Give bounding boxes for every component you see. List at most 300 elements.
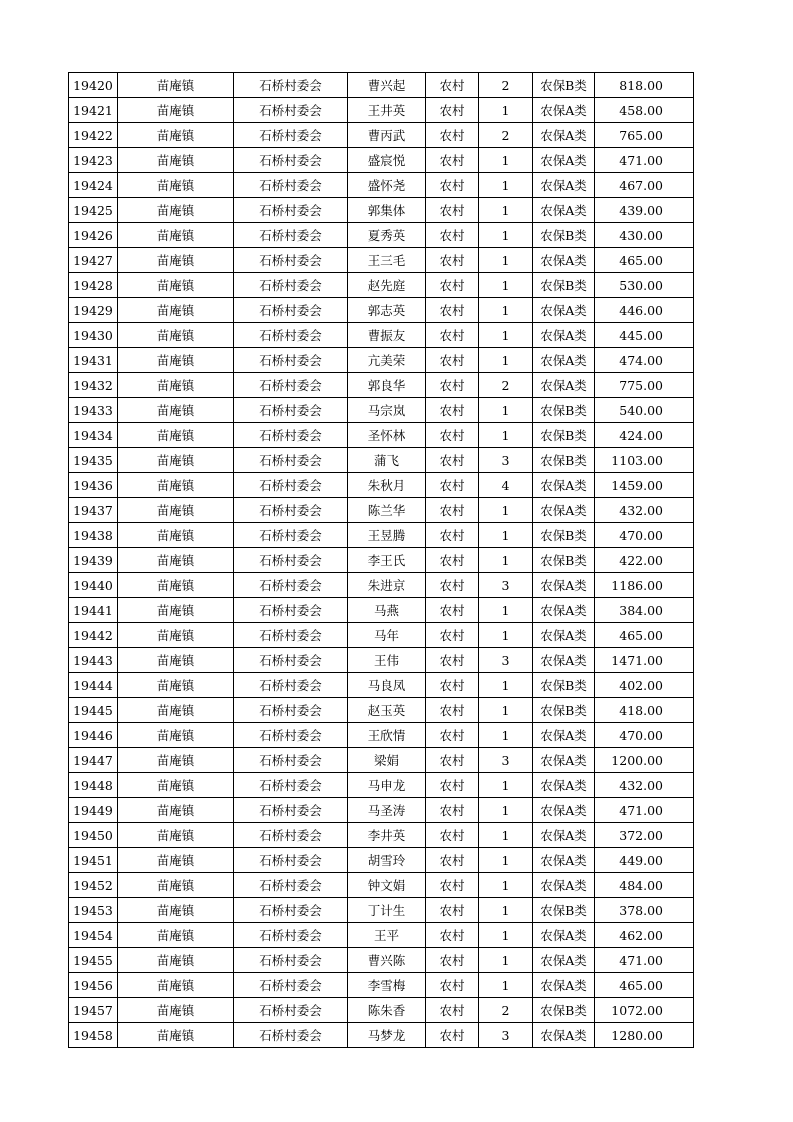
category-cell: 农保A类 [533, 773, 595, 798]
name-cell: 郭良华 [348, 373, 426, 398]
area-cell: 农村 [426, 948, 479, 973]
id-cell: 19435 [69, 448, 118, 473]
category-cell: 农保A类 [533, 923, 595, 948]
area-cell: 农村 [426, 973, 479, 998]
table-row [69, 548, 694, 573]
town-cell: 苗庵镇 [118, 323, 234, 348]
table-row [69, 723, 694, 748]
area-cell: 农村 [426, 723, 479, 748]
village-cell: 石桥村委会 [234, 323, 348, 348]
table-row [69, 1023, 694, 1048]
id-cell: 19422 [69, 123, 118, 148]
name-cell: 王昱腾 [348, 523, 426, 548]
area-cell: 农村 [426, 348, 479, 373]
category-cell: 农保A类 [533, 248, 595, 273]
id-cell: 19448 [69, 773, 118, 798]
category-cell: 农保B类 [533, 223, 595, 248]
amount-cell: 465.00 [595, 623, 694, 648]
id-cell: 19432 [69, 373, 118, 398]
area-cell: 农村 [426, 273, 479, 298]
name-cell: 盛宸悦 [348, 148, 426, 173]
table-row [69, 73, 694, 98]
id-cell: 19440 [69, 573, 118, 598]
table-row [69, 573, 694, 598]
category-cell: 农保B类 [533, 73, 595, 98]
amount-cell: 424.00 [595, 423, 694, 448]
name-cell: 马申龙 [348, 773, 426, 798]
name-cell: 亢美荣 [348, 348, 426, 373]
town-cell: 苗庵镇 [118, 548, 234, 573]
table-row [69, 898, 694, 923]
table-row [69, 273, 694, 298]
count-cell: 1 [479, 948, 533, 973]
table-row [69, 498, 694, 523]
category-cell: 农保A类 [533, 798, 595, 823]
village-cell: 石桥村委会 [234, 548, 348, 573]
village-cell: 石桥村委会 [234, 398, 348, 423]
area-cell: 农村 [426, 323, 479, 348]
category-cell: 农保A类 [533, 948, 595, 973]
name-cell: 圣怀林 [348, 423, 426, 448]
table-body [69, 73, 694, 1048]
area-cell: 农村 [426, 698, 479, 723]
amount-cell: 372.00 [595, 823, 694, 848]
table-row [69, 998, 694, 1023]
area-cell: 农村 [426, 373, 479, 398]
area-cell: 农村 [426, 473, 479, 498]
id-cell: 19423 [69, 148, 118, 173]
amount-cell: 418.00 [595, 698, 694, 723]
count-cell: 1 [479, 98, 533, 123]
village-cell: 石桥村委会 [234, 798, 348, 823]
amount-cell: 1280.00 [595, 1023, 694, 1048]
count-cell: 2 [479, 373, 533, 398]
village-cell: 石桥村委会 [234, 148, 348, 173]
town-cell: 苗庵镇 [118, 998, 234, 1023]
town-cell: 苗庵镇 [118, 873, 234, 898]
id-cell: 19453 [69, 898, 118, 923]
amount-cell: 818.00 [595, 73, 694, 98]
category-cell: 农保A类 [533, 373, 595, 398]
village-cell: 石桥村委会 [234, 223, 348, 248]
count-cell: 1 [479, 323, 533, 348]
count-cell: 3 [479, 748, 533, 773]
table-row [69, 398, 694, 423]
village-cell: 石桥村委会 [234, 473, 348, 498]
village-cell: 石桥村委会 [234, 248, 348, 273]
table-row [69, 348, 694, 373]
name-cell: 李王氏 [348, 548, 426, 573]
id-cell: 19447 [69, 748, 118, 773]
area-cell: 农村 [426, 148, 479, 173]
amount-cell: 474.00 [595, 348, 694, 373]
count-cell: 2 [479, 998, 533, 1023]
id-cell: 19445 [69, 698, 118, 723]
table-row [69, 648, 694, 673]
name-cell: 马圣涛 [348, 798, 426, 823]
table-row [69, 148, 694, 173]
town-cell: 苗庵镇 [118, 698, 234, 723]
name-cell: 马良凤 [348, 673, 426, 698]
town-cell: 苗庵镇 [118, 623, 234, 648]
village-cell: 石桥村委会 [234, 648, 348, 673]
town-cell: 苗庵镇 [118, 423, 234, 448]
town-cell: 苗庵镇 [118, 223, 234, 248]
table-row [69, 473, 694, 498]
id-cell: 19452 [69, 873, 118, 898]
id-cell: 19433 [69, 398, 118, 423]
table-row [69, 798, 694, 823]
area-cell: 农村 [426, 223, 479, 248]
amount-cell: 432.00 [595, 498, 694, 523]
area-cell: 农村 [426, 673, 479, 698]
area-cell: 农村 [426, 523, 479, 548]
category-cell: 农保A类 [533, 123, 595, 148]
table-row [69, 848, 694, 873]
name-cell: 马年 [348, 623, 426, 648]
area-cell: 农村 [426, 298, 479, 323]
area-cell: 农村 [426, 773, 479, 798]
table-row [69, 173, 694, 198]
id-cell: 19458 [69, 1023, 118, 1048]
id-cell: 19438 [69, 523, 118, 548]
amount-cell: 430.00 [595, 223, 694, 248]
village-cell: 石桥村委会 [234, 823, 348, 848]
town-cell: 苗庵镇 [118, 148, 234, 173]
village-cell: 石桥村委会 [234, 423, 348, 448]
town-cell: 苗庵镇 [118, 598, 234, 623]
category-cell: 农保A类 [533, 148, 595, 173]
name-cell: 李井英 [348, 823, 426, 848]
town-cell: 苗庵镇 [118, 398, 234, 423]
name-cell: 赵玉英 [348, 698, 426, 723]
name-cell: 王伟 [348, 648, 426, 673]
count-cell: 1 [479, 623, 533, 648]
table-row [69, 923, 694, 948]
village-cell: 石桥村委会 [234, 923, 348, 948]
category-cell: 农保B类 [533, 523, 595, 548]
town-cell: 苗庵镇 [118, 898, 234, 923]
village-cell: 石桥村委会 [234, 348, 348, 373]
id-cell: 19434 [69, 423, 118, 448]
town-cell: 苗庵镇 [118, 573, 234, 598]
area-cell: 农村 [426, 573, 479, 598]
id-cell: 19456 [69, 973, 118, 998]
village-cell: 石桥村委会 [234, 373, 348, 398]
count-cell: 1 [479, 523, 533, 548]
amount-cell: 462.00 [595, 923, 694, 948]
category-cell: 农保B类 [533, 998, 595, 1023]
amount-cell: 470.00 [595, 723, 694, 748]
table-row [69, 623, 694, 648]
name-cell: 钟文娟 [348, 873, 426, 898]
table-row [69, 698, 694, 723]
table-row [69, 123, 694, 148]
town-cell: 苗庵镇 [118, 298, 234, 323]
name-cell: 丁计生 [348, 898, 426, 923]
area-cell: 农村 [426, 198, 479, 223]
name-cell: 梁娟 [348, 748, 426, 773]
count-cell: 1 [479, 898, 533, 923]
category-cell: 农保A类 [533, 873, 595, 898]
amount-cell: 1103.00 [595, 448, 694, 473]
count-cell: 1 [479, 723, 533, 748]
count-cell: 1 [479, 873, 533, 898]
category-cell: 农保B类 [533, 273, 595, 298]
village-cell: 石桥村委会 [234, 998, 348, 1023]
name-cell: 王欣情 [348, 723, 426, 748]
category-cell: 农保B类 [533, 673, 595, 698]
town-cell: 苗庵镇 [118, 73, 234, 98]
id-cell: 19457 [69, 998, 118, 1023]
count-cell: 3 [479, 448, 533, 473]
category-cell: 农保B类 [533, 548, 595, 573]
name-cell: 陈朱香 [348, 998, 426, 1023]
area-cell: 农村 [426, 748, 479, 773]
name-cell: 朱秋月 [348, 473, 426, 498]
area-cell: 农村 [426, 873, 479, 898]
id-cell: 19441 [69, 598, 118, 623]
name-cell: 郭集体 [348, 198, 426, 223]
count-cell: 1 [479, 773, 533, 798]
area-cell: 农村 [426, 848, 479, 873]
town-cell: 苗庵镇 [118, 473, 234, 498]
table-row [69, 773, 694, 798]
village-cell: 石桥村委会 [234, 498, 348, 523]
name-cell: 马燕 [348, 598, 426, 623]
village-cell: 石桥村委会 [234, 698, 348, 723]
table-row [69, 973, 694, 998]
category-cell: 农保A类 [533, 973, 595, 998]
category-cell: 农保A类 [533, 348, 595, 373]
count-cell: 1 [479, 698, 533, 723]
category-cell: 农保A类 [533, 473, 595, 498]
town-cell: 苗庵镇 [118, 773, 234, 798]
area-cell: 农村 [426, 598, 479, 623]
town-cell: 苗庵镇 [118, 98, 234, 123]
village-cell: 石桥村委会 [234, 873, 348, 898]
village-cell: 石桥村委会 [234, 598, 348, 623]
area-cell: 农村 [426, 823, 479, 848]
amount-cell: 446.00 [595, 298, 694, 323]
amount-cell: 1459.00 [595, 473, 694, 498]
table-row [69, 423, 694, 448]
table-row [69, 198, 694, 223]
area-cell: 农村 [426, 123, 479, 148]
count-cell: 1 [479, 173, 533, 198]
village-cell: 石桥村委会 [234, 773, 348, 798]
village-cell: 石桥村委会 [234, 573, 348, 598]
area-cell: 农村 [426, 98, 479, 123]
table-row [69, 873, 694, 898]
amount-cell: 402.00 [595, 673, 694, 698]
name-cell: 赵先庭 [348, 273, 426, 298]
village-cell: 石桥村委会 [234, 898, 348, 923]
category-cell: 农保B类 [533, 423, 595, 448]
name-cell: 马宗岚 [348, 398, 426, 423]
category-cell: 农保A类 [533, 848, 595, 873]
name-cell: 朱进京 [348, 573, 426, 598]
town-cell: 苗庵镇 [118, 248, 234, 273]
id-cell: 19454 [69, 923, 118, 948]
town-cell: 苗庵镇 [118, 798, 234, 823]
id-cell: 19450 [69, 823, 118, 848]
amount-cell: 432.00 [595, 773, 694, 798]
area-cell: 农村 [426, 1023, 479, 1048]
category-cell: 农保A类 [533, 623, 595, 648]
area-cell: 农村 [426, 448, 479, 473]
category-cell: 农保A类 [533, 323, 595, 348]
count-cell: 1 [479, 248, 533, 273]
amount-cell: 1186.00 [595, 573, 694, 598]
amount-cell: 445.00 [595, 323, 694, 348]
name-cell: 曹兴陈 [348, 948, 426, 973]
town-cell: 苗庵镇 [118, 273, 234, 298]
count-cell: 1 [479, 148, 533, 173]
amount-cell: 1200.00 [595, 748, 694, 773]
table-row [69, 448, 694, 473]
village-cell: 石桥村委会 [234, 273, 348, 298]
id-cell: 19431 [69, 348, 118, 373]
id-cell: 19427 [69, 248, 118, 273]
town-cell: 苗庵镇 [118, 123, 234, 148]
name-cell: 陈兰华 [348, 498, 426, 523]
town-cell: 苗庵镇 [118, 198, 234, 223]
table-row [69, 748, 694, 773]
town-cell: 苗庵镇 [118, 848, 234, 873]
amount-cell: 384.00 [595, 598, 694, 623]
town-cell: 苗庵镇 [118, 348, 234, 373]
category-cell: 农保A类 [533, 173, 595, 198]
area-cell: 农村 [426, 623, 479, 648]
id-cell: 19429 [69, 298, 118, 323]
id-cell: 19442 [69, 623, 118, 648]
area-cell: 农村 [426, 398, 479, 423]
village-cell: 石桥村委会 [234, 173, 348, 198]
table-row [69, 248, 694, 273]
category-cell: 农保A类 [533, 98, 595, 123]
area-cell: 农村 [426, 173, 479, 198]
id-cell: 19421 [69, 98, 118, 123]
name-cell: 胡雪玲 [348, 848, 426, 873]
amount-cell: 465.00 [595, 973, 694, 998]
town-cell: 苗庵镇 [118, 373, 234, 398]
amount-cell: 1471.00 [595, 648, 694, 673]
category-cell: 农保A类 [533, 598, 595, 623]
village-cell: 石桥村委会 [234, 948, 348, 973]
area-cell: 农村 [426, 548, 479, 573]
count-cell: 3 [479, 648, 533, 673]
table-row [69, 223, 694, 248]
id-cell: 19449 [69, 798, 118, 823]
id-cell: 19436 [69, 473, 118, 498]
table-row [69, 323, 694, 348]
village-cell: 石桥村委会 [234, 1023, 348, 1048]
category-cell: 农保B类 [533, 448, 595, 473]
id-cell: 19446 [69, 723, 118, 748]
village-cell: 石桥村委会 [234, 298, 348, 323]
village-cell: 石桥村委会 [234, 673, 348, 698]
amount-cell: 449.00 [595, 848, 694, 873]
village-cell: 石桥村委会 [234, 198, 348, 223]
count-cell: 4 [479, 473, 533, 498]
category-cell: 农保B类 [533, 698, 595, 723]
id-cell: 19424 [69, 173, 118, 198]
count-cell: 3 [479, 573, 533, 598]
category-cell: 农保A类 [533, 823, 595, 848]
count-cell: 3 [479, 1023, 533, 1048]
area-cell: 农村 [426, 898, 479, 923]
village-cell: 石桥村委会 [234, 973, 348, 998]
amount-cell: 471.00 [595, 148, 694, 173]
count-cell: 1 [479, 498, 533, 523]
name-cell: 王井英 [348, 98, 426, 123]
id-cell: 19443 [69, 648, 118, 673]
table-row [69, 823, 694, 848]
area-cell: 农村 [426, 498, 479, 523]
amount-cell: 775.00 [595, 373, 694, 398]
name-cell: 马梦龙 [348, 1023, 426, 1048]
count-cell: 1 [479, 398, 533, 423]
category-cell: 农保A类 [533, 748, 595, 773]
count-cell: 1 [479, 848, 533, 873]
town-cell: 苗庵镇 [118, 748, 234, 773]
town-cell: 苗庵镇 [118, 1023, 234, 1048]
town-cell: 苗庵镇 [118, 523, 234, 548]
id-cell: 19425 [69, 198, 118, 223]
count-cell: 1 [479, 348, 533, 373]
id-cell: 19426 [69, 223, 118, 248]
town-cell: 苗庵镇 [118, 448, 234, 473]
count-cell: 1 [479, 198, 533, 223]
village-cell: 石桥村委会 [234, 98, 348, 123]
amount-cell: 1072.00 [595, 998, 694, 1023]
amount-cell: 530.00 [595, 273, 694, 298]
id-cell: 19420 [69, 73, 118, 98]
count-cell: 2 [479, 123, 533, 148]
village-cell: 石桥村委会 [234, 73, 348, 98]
name-cell: 曹丙武 [348, 123, 426, 148]
amount-cell: 765.00 [595, 123, 694, 148]
amount-cell: 471.00 [595, 798, 694, 823]
town-cell: 苗庵镇 [118, 673, 234, 698]
count-cell: 1 [479, 598, 533, 623]
area-cell: 农村 [426, 73, 479, 98]
id-cell: 19451 [69, 848, 118, 873]
table-row [69, 298, 694, 323]
name-cell: 夏秀英 [348, 223, 426, 248]
village-cell: 石桥村委会 [234, 748, 348, 773]
amount-cell: 484.00 [595, 873, 694, 898]
category-cell: 农保B类 [533, 898, 595, 923]
area-cell: 农村 [426, 998, 479, 1023]
town-cell: 苗庵镇 [118, 648, 234, 673]
data-table [68, 72, 694, 1048]
town-cell: 苗庵镇 [118, 723, 234, 748]
table-row [69, 598, 694, 623]
table-row [69, 948, 694, 973]
town-cell: 苗庵镇 [118, 823, 234, 848]
amount-cell: 540.00 [595, 398, 694, 423]
name-cell: 盛怀尧 [348, 173, 426, 198]
id-cell: 19428 [69, 273, 118, 298]
id-cell: 19439 [69, 548, 118, 573]
category-cell: 农保A类 [533, 648, 595, 673]
village-cell: 石桥村委会 [234, 123, 348, 148]
name-cell: 王三毛 [348, 248, 426, 273]
town-cell: 苗庵镇 [118, 948, 234, 973]
count-cell: 1 [479, 823, 533, 848]
